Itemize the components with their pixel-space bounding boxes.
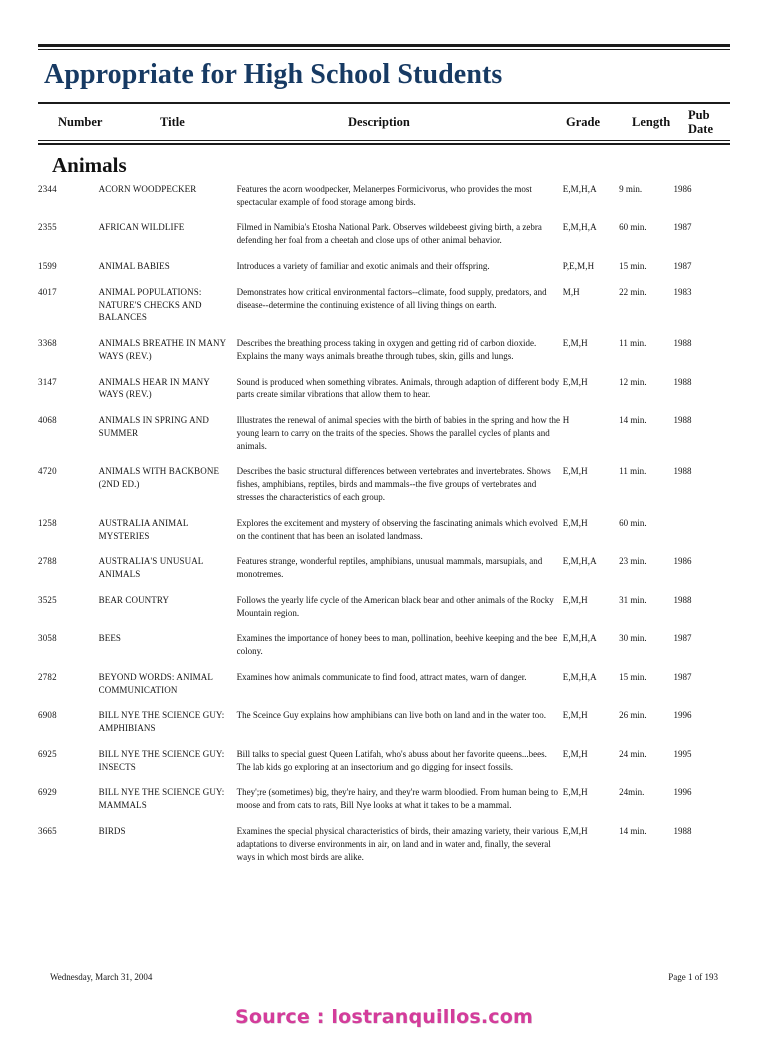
row-number: 3147 xyxy=(38,376,57,387)
row-title: BIRDS xyxy=(98,825,126,836)
row-pub-date: 1996 xyxy=(673,710,692,721)
row-title: ANIMAL BABIES xyxy=(98,261,170,272)
row-length: 24min. xyxy=(619,787,645,798)
row-pub-date: 1988 xyxy=(673,415,692,426)
row-length: 24 min. xyxy=(619,748,647,759)
row-title: AUSTRALIA ANIMAL MYSTERIES xyxy=(98,517,189,541)
report-page xyxy=(0,44,768,1039)
row-grade: H xyxy=(562,415,570,426)
row-number: 3525 xyxy=(38,594,57,605)
column-header-length: Length xyxy=(632,115,671,130)
row-description: Explores the excitement and mystery of observing the fascinating animals which evolved on the continent that has been an isolated landmass. xyxy=(236,517,558,541)
row-pub-date: 1996 xyxy=(673,787,692,798)
row-number: 3058 xyxy=(38,633,57,644)
top-rule xyxy=(38,44,730,50)
row-length: 23 min. xyxy=(619,556,647,567)
row-pub-date: 1988 xyxy=(673,466,692,477)
row-title: ANIMALS BREATHE IN MANY WAYS (REV.) xyxy=(98,338,226,361)
row-length: 12 min. xyxy=(619,376,647,387)
row-title: BEYOND WORDS: ANIMAL COMMUNICATION xyxy=(98,671,213,695)
row-length: 14 min. xyxy=(619,415,647,426)
row-length: 11 min. xyxy=(619,338,647,349)
listing-table xyxy=(38,183,730,876)
row-grade: E,M,H xyxy=(562,338,588,349)
header-bottom-rule xyxy=(38,140,730,145)
page-footer xyxy=(38,972,730,988)
table-row xyxy=(38,632,730,671)
table-row xyxy=(38,671,730,710)
row-description: Examines the special physical characteristics of birds, their amazing variety, their various adaptations to diverse environments in air, on land and in water and, finally, the several ways in which most birds are alike. xyxy=(236,825,559,862)
row-grade: E,M,H xyxy=(562,787,588,798)
row-length: 15 min. xyxy=(619,671,647,682)
column-header-title: Title xyxy=(160,115,185,130)
row-length: 14 min. xyxy=(619,825,647,836)
row-pub-date: 1987 xyxy=(673,633,692,644)
row-grade: E,M,H xyxy=(562,466,588,477)
row-grade: E,M,H xyxy=(562,594,588,605)
row-title: ANIMALS HEAR IN MANY WAYS (REV.) xyxy=(98,376,210,400)
row-grade: E,M,H,A xyxy=(562,222,597,233)
row-number: 1258 xyxy=(38,517,57,528)
row-number: 2782 xyxy=(38,671,57,682)
row-description: Describes the breathing process taking in oxygen and getting rid of carbon dioxide. Explains the many ways animals breathe through tubes, skin, gills and lungs. xyxy=(236,338,537,361)
row-grade: M,H xyxy=(562,286,580,297)
row-description: Introduces a variety of familiar and exotic animals and their offspring. xyxy=(236,261,490,272)
row-number: 4068 xyxy=(38,415,57,426)
column-header-grade: Grade xyxy=(566,115,601,130)
row-pub-date: 1995 xyxy=(673,748,692,759)
row-grade: P,E,M,H xyxy=(562,261,595,272)
page-title: Appropriate for High School Students xyxy=(44,59,503,90)
column-header-number: Number xyxy=(58,115,103,130)
column-header-pub-date-line2: Date xyxy=(688,122,713,137)
row-length: 15 min. xyxy=(619,261,647,272)
row-description: Follows the yearly life cycle of the American black bear and other animals of the Rocky Mountain region. xyxy=(236,594,554,618)
row-grade: E,M,H xyxy=(562,517,588,528)
row-title: AUSTRALIA'S UNUSUAL ANIMALS xyxy=(98,556,204,580)
row-description: Demonstrates how critical environmental factors--climate, food supply, predators, and disease--determine the continuing existence of all living things on earth. xyxy=(236,286,547,310)
row-grade: E,M,H xyxy=(562,710,588,721)
row-length: 26 min. xyxy=(619,710,647,721)
row-number: 6925 xyxy=(38,748,57,759)
row-length: 30 min. xyxy=(619,633,647,644)
source-watermark: Source : lostranquillos.com xyxy=(234,1006,534,1028)
row-title: ANIMALS IN SPRING AND SUMMER xyxy=(98,415,209,438)
column-header-row xyxy=(38,104,730,140)
table-row xyxy=(38,786,730,825)
row-grade: E,M,H xyxy=(562,825,588,836)
table-row xyxy=(38,517,730,556)
table-row xyxy=(38,221,730,260)
table-row xyxy=(38,260,730,286)
table-row xyxy=(38,748,730,787)
row-grade: E,M,H,A xyxy=(562,183,597,194)
row-description: Examines how animals communicate to find food, attract mates, warn of danger. xyxy=(236,671,527,682)
row-number: 2788 xyxy=(38,556,57,567)
row-pub-date: 1986 xyxy=(673,556,692,567)
table-row xyxy=(38,465,730,516)
row-grade: E,M,H,A xyxy=(562,633,597,644)
row-description: Filmed in Namibia's Etosha National Park. Observes wildebeest giving birth, a zebra defending her foal from a cheetah and close ups of other animal behavior. xyxy=(236,222,542,246)
column-header-pub-date xyxy=(688,108,728,136)
row-grade: E,M,H,A xyxy=(562,671,597,682)
row-number: 4720 xyxy=(38,466,57,477)
row-number: 6929 xyxy=(38,787,57,798)
row-title: ACORN WOODPECKER xyxy=(98,183,197,194)
row-grade: E,M,H xyxy=(562,376,588,387)
table-row xyxy=(38,825,730,876)
table-row xyxy=(38,183,730,222)
row-grade: E,M,H,A xyxy=(562,556,597,567)
row-title: BILL NYE THE SCIENCE GUY: AMPHIBIANS xyxy=(98,710,225,734)
table-row xyxy=(38,376,730,415)
row-pub-date: 1988 xyxy=(673,825,692,836)
row-number: 4017 xyxy=(38,286,57,297)
row-description: Describes the basic structural differences between vertebrates and invertebrates. Shows fishes, amphibians, reptiles, birds and mammals--the five groups of vertebrates and stresses the characteristics of each group. xyxy=(236,466,551,502)
row-length: 31 min. xyxy=(619,594,647,605)
table-row xyxy=(38,709,730,748)
row-description: The Sceince Guy explains how amphibians can live both on land and in the water too. xyxy=(236,710,547,721)
row-pub-date: 1986 xyxy=(673,183,692,194)
row-description: Sound is produced when something vibrates. Animals, through adaption of different body parts create similar vibrations that allow them to hear. xyxy=(236,376,560,400)
row-description: They';re (sometimes) big, they're hairy, and they're warm bloodied. From human being to moose and from cats to rats, Bill Nye looks at what it takes to be a mammal. xyxy=(236,787,559,811)
row-title: ANIMALS WITH BACKBONE (2ND ED.) xyxy=(98,466,220,490)
row-length: 60 min. xyxy=(619,517,647,528)
row-length: 9 min. xyxy=(619,183,643,194)
section-heading-animals: Animals xyxy=(52,152,127,177)
row-title: BILL NYE THE SCIENCE GUY: INSECTS xyxy=(98,748,225,772)
footer-page-number: Page 1 of 193 xyxy=(668,972,718,982)
table-row xyxy=(38,594,730,633)
table-row xyxy=(38,414,730,465)
table-row xyxy=(38,555,730,594)
row-pub-date xyxy=(674,517,731,556)
row-description: Examines the importance of honey bees to man, pollination, beehive keeping and the bee colony. xyxy=(236,633,558,657)
row-number: 3665 xyxy=(38,825,57,836)
row-description: Features strange, wonderful reptiles, amphibians, unusual mammals, marsupials, and monotremes. xyxy=(236,556,543,580)
row-pub-date: 1988 xyxy=(673,338,692,349)
row-number: 1599 xyxy=(38,261,57,272)
row-title: BEES xyxy=(98,633,122,644)
row-number: 3368 xyxy=(38,338,57,349)
row-title: ANIMAL POPULATIONS: NATURE'S CHECKS AND BALANCES xyxy=(98,286,202,323)
column-header-description: Description xyxy=(348,115,410,130)
row-title: BEAR COUNTRY xyxy=(98,594,170,605)
row-title: BILL NYE THE SCIENCE GUY: MAMMALS xyxy=(98,787,225,811)
row-description: Features the acorn woodpecker, Melanerpes Formicivorus, who provides the most spectacular example of food storage among birds. xyxy=(236,183,532,207)
row-length: 11 min. xyxy=(619,466,647,477)
row-number: 2344 xyxy=(38,183,57,194)
row-number: 6908 xyxy=(38,710,57,721)
row-pub-date: 1987 xyxy=(673,671,692,682)
row-number: 2355 xyxy=(38,222,57,233)
row-pub-date: 1987 xyxy=(673,222,692,233)
table-row xyxy=(38,337,730,376)
row-pub-date: 1988 xyxy=(673,376,692,387)
table-row xyxy=(38,286,730,337)
row-pub-date: 1983 xyxy=(673,286,692,297)
column-header-pub-date-line1: Pub xyxy=(688,108,710,123)
row-pub-date: 1988 xyxy=(673,594,692,605)
row-length: 22 min. xyxy=(619,286,647,297)
row-length: 60 min. xyxy=(619,222,647,233)
row-pub-date: 1987 xyxy=(673,261,692,272)
row-grade: E,M,H xyxy=(562,748,588,759)
row-description: Illustrates the renewal of animal species with the birth of babies in the spring and how the young learn to carry on the traits of the species. Shows the parallel cycles of plants and animals. xyxy=(236,415,561,451)
row-description: Bill talks to special guest Queen Latifah, who's abuss about her favorite queens...bees. The lab kids go exploring at an insectorium and go digging for insect fossils. xyxy=(236,748,547,772)
footer-date: Wednesday, March 31, 2004 xyxy=(50,972,153,982)
row-title: AFRICAN WILDLIFE xyxy=(98,222,185,233)
